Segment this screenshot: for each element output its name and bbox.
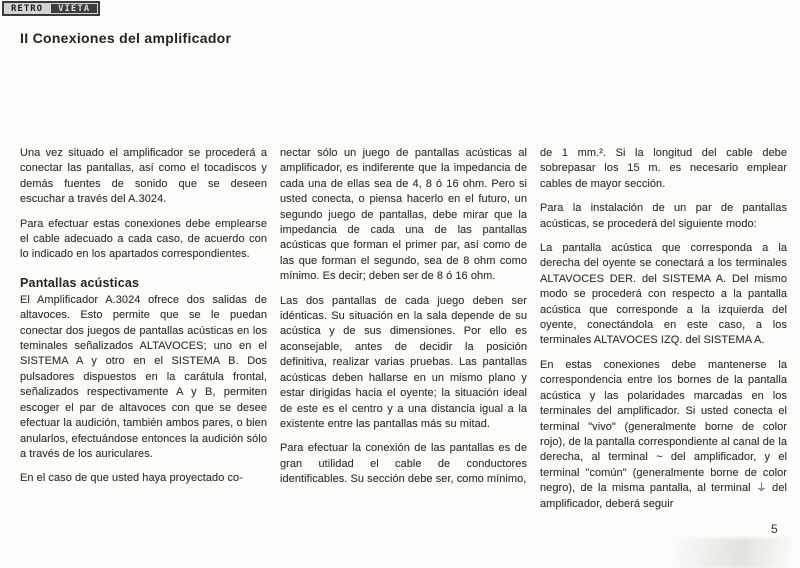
body-paragraph: nectar sólo un juego de pantallas acústicas al amplificador, es indiferente que la impedancia de cada una de ellas sea de 4, 8 ó 16 ohm. Pero si usted conecta, o piensa hacerlo en el futuro, un segundo juego de pantallas, debe mirar que la impedancia de cada una de las pantallas acústicas que forman el primer par, así como de las que forman el segundo, sea de 8 ohm como mínimo. Es decir; deben ser de 8 ó 16 ohm. bbox=[280, 147, 527, 283]
text-column bbox=[280, 146, 527, 521]
text-columns bbox=[20, 146, 788, 521]
body-paragraph: de 1 mm.². Si la longitud del cable debe sobrepasar los 15 m. es necesario emplear cables de mayor sección. bbox=[540, 147, 787, 190]
body-paragraph: Una vez situado el amplificador se procederá a conectar las pantallas, así como el tocadiscos y demás fuentes de sonido que se deseen escuchar a través del A.3024. bbox=[20, 147, 267, 206]
page-number: 5 bbox=[771, 522, 778, 536]
body-paragraph: Las dos pantallas de cada juego deben ser idénticas. Su situación en la sala depende de su acústica y de sus dimensiones. Por ello es aconsejable, antes de decidir la posición definitiva, realizar varias pruebas. Las pantallas acústicas deben hallarse en un mismo plano y estar dirigidas hacia el oyente; la situación ideal de este es el centro y a una distancia igual a la existente entre las pantallas más su mitad. bbox=[280, 294, 527, 430]
section-heading: Pantallas acústicas bbox=[20, 275, 140, 290]
text-column bbox=[20, 146, 267, 521]
body-paragraph: Para efectuar la conexión de las pantallas es de gran utilidad el cable de conductores identificables. Su sección debe ser, como mínimo, bbox=[280, 442, 527, 486]
body-paragraph: Para efectuar estas conexiones debe emplearse el cable adecuado a cada caso, de acuerdo con lo indicado en los apartados correspondientes. bbox=[20, 217, 267, 261]
viewer-toolbar bbox=[2, 1, 100, 16]
body-paragraph: En estas conexiones debe mantenerse la correspondencia entre los bornes de la pantalla acústica y las polaridades marcadas en los terminales del amplificador. Si usted conecta el terminal "vivo" (generalmente borne de color rojo), de la pantalla correspondiente al canal de la derecha, al terminal ~ del amplificador, y el terminal "común" (generalmente borne de color negro), de la misma pantalla, al terminal ⏚ del amplificador, deberá seguir bbox=[540, 358, 787, 510]
text-column bbox=[540, 146, 787, 521]
body-paragraph: Para la instalación de un par de pantallas acústicas, se procederá del siguiente modo: bbox=[540, 202, 787, 230]
body-paragraph: El Amplificador A.3024 ofrece dos salidas de altavoces. Esto permite que se le puedan conectar dos juegos de pantallas acústicas en los teminales señalizados ALTAVOCES; uno en el SISTEMA A y otro en el SISTEMA B. Dos pulsadores dispuestos en la carátula frontal, señalizados respectivamente A y B, permiten escoger el par de altavoces con que se desee efectuar la audición, también ambos pares, o bien anularlos, efectuándose entonces la audición sólo a través de los auriculares. bbox=[20, 293, 267, 460]
vieta-button[interactable]: VIETA bbox=[51, 4, 97, 13]
body-paragraph: La pantalla acústica que corresponda a la derecha del oyente se conectará a los terminales ALTAVOCES DER. del SISTEMA A. Del mismo modo se procederá con respecto a la pantalla acústica que corresponde a la izquierda del oyente, conectándola en este caso, a los terminales ALTAVOCES IZQ. del SISTEMA A. bbox=[540, 242, 787, 347]
retro-button[interactable]: RETRO bbox=[4, 3, 50, 14]
scan-artifact bbox=[600, 538, 800, 568]
body-paragraph: En el caso de que usted haya proyectado co- bbox=[20, 472, 243, 485]
page-title: II Conexiones del amplificador bbox=[20, 30, 232, 46]
